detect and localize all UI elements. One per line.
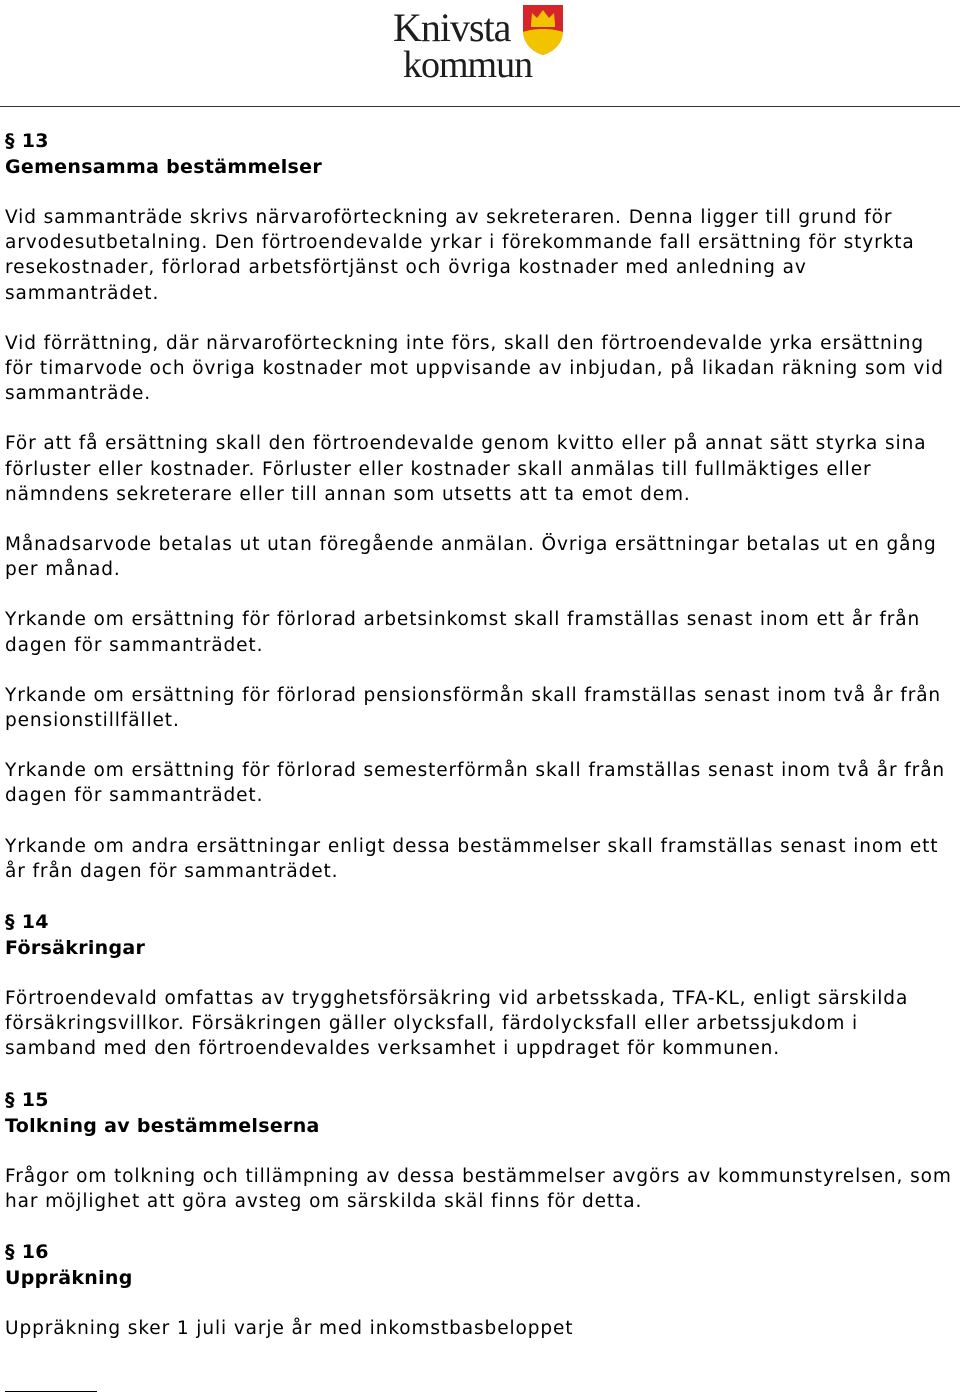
- paragraph: Förtroendevald omfattas av trygghetsförsäkring vid arbetsskada, TFA-KL, enligt särskilda försäkringsvillkor. Försäkringen gäller olycksfall, färdolycksfall eller arbetssjukdom i samband med den förtroendevaldes verksamhet i uppdraget för kommunen.: [5, 988, 909, 1060]
- logo-text-knivsta: Knivsta: [393, 5, 511, 50]
- paragraph: Vid förrättning, där närvaroförteckning inte förs, skall den förtroendevalde yrka ersättning för timarvode och övriga kostnader mot uppvisande av inbjudan, på likadan räkning som vid sammanträde.: [5, 332, 944, 405]
- section-14-heading: [5, 909, 955, 961]
- section-15-heading: [5, 1087, 955, 1139]
- crown-shield-icon: [520, 2, 566, 56]
- section-title: Uppräkning: [5, 1267, 133, 1290]
- page-header: [0, 0, 960, 108]
- knivsta-logo: [393, 2, 573, 86]
- paragraph: Yrkande om ersättning för förlorad arbetsinkomst skall framställas senast inom ett år från dagen för sammanträdet.: [5, 609, 921, 656]
- footnote-divider: [5, 1391, 97, 1392]
- section-title: Tolkning av bestämmelserna: [5, 1114, 320, 1137]
- section-title: Gemensamma bestämmelser: [5, 156, 323, 178]
- header-divider: [0, 106, 960, 107]
- section-number: § 16: [5, 1241, 49, 1264]
- logo-text-kommun: kommun: [403, 44, 533, 86]
- paragraph: Yrkande om andra ersättningar enligt dessa bestämmelser skall framställas senast inom ett år från dagen för sammanträdet.: [5, 835, 939, 882]
- section-number: § 13: [5, 130, 49, 152]
- paragraph: Uppräkning sker 1 juli varje år med inkomstbasbeloppet: [5, 1318, 574, 1340]
- paragraph: Yrkande om ersättning för förlorad semesterförmån skall framställas senast inom två år från dagen för sammanträdet.: [5, 760, 946, 807]
- section-title: Försäkringar: [5, 937, 146, 960]
- section-16-heading: [5, 1239, 955, 1291]
- paragraph: Månadsarvode betalas ut utan föregående anmälan. Övriga ersättningar betalas ut en gång per månad.: [5, 534, 937, 581]
- paragraph: Frågor om tolkning och tillämpning av dessa bestämmelser avgörs av kommunstyrelsen, som har möjlighet att göra avsteg om särskilda skäl finns för detta.: [5, 1165, 952, 1212]
- paragraph: Vid sammanträde skrivs närvaroförteckning av sekreteraren. Denna ligger till grund för arvodesutbetalning. Den förtroendevalde yrkar i förekommande fall ersättning för styrkta resekostnader, förlorad arbetsförtjänst och övriga kostnader med anledning av sammanträdet.: [5, 207, 915, 304]
- section-number: § 14: [5, 911, 49, 934]
- section-13-heading: [5, 128, 955, 180]
- document-body: [5, 128, 955, 1341]
- paragraph: För att få ersättning skall den förtroendevalde genom kvitto eller på annat sätt styrka sina förluster eller kostnader. Förluster eller kostnader skall anmälas till fullmäktiges eller nämndens sekreterare eller till annan som utsetts att ta emot dem.: [5, 433, 927, 505]
- paragraph: Yrkande om ersättning för förlorad pensionsförmån skall framställas senast inom två år från pensionstillfället.: [5, 684, 942, 732]
- section-number: § 15: [5, 1088, 49, 1111]
